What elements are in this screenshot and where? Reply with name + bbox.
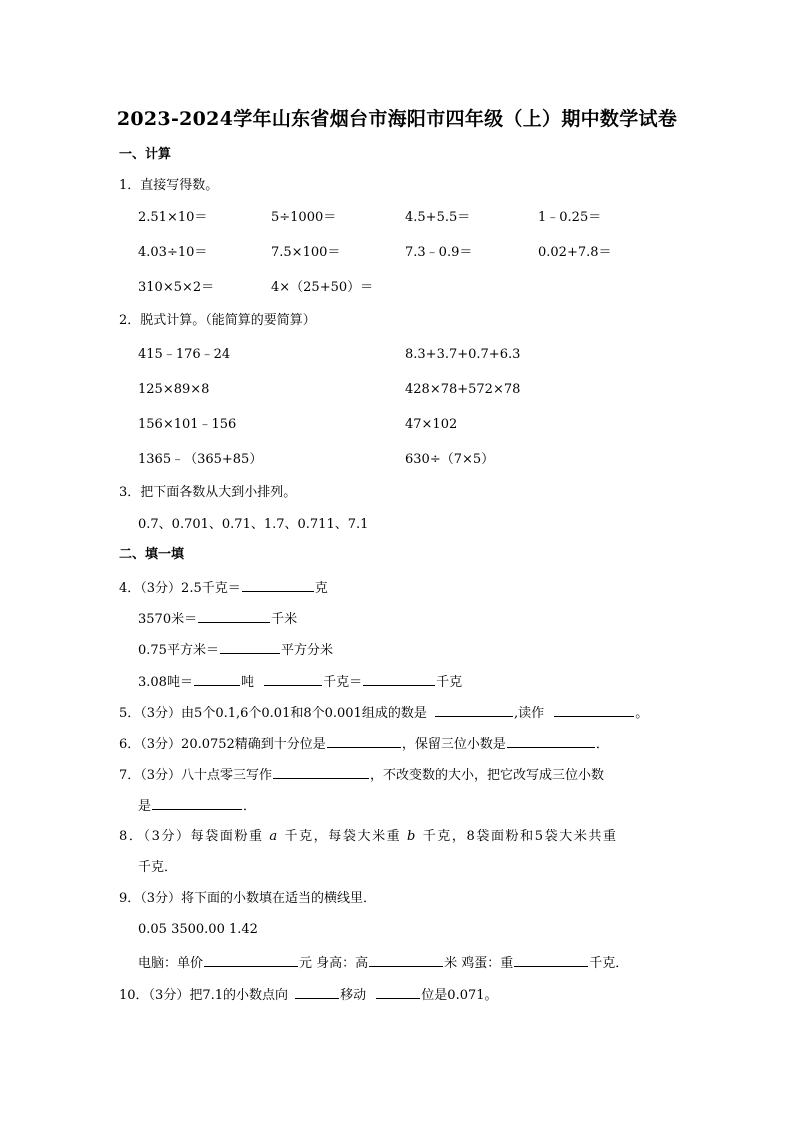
q4-unit: 平方分米: [280, 643, 333, 658]
q9-stem: 9．（3分）将下面的小数填在适当的横线里．: [119, 891, 377, 906]
q7-line-1: [119, 765, 604, 785]
q2-item: 630÷（7×5）: [405, 452, 495, 467]
q7-text: 是: [138, 799, 152, 814]
q8-line-1: [119, 828, 618, 846]
q5-text: 5．（3分）由5个0.1,6个0.01和8个0.001组成的数是: [119, 706, 427, 721]
q8-line-2: [138, 859, 177, 877]
answer-blank[interactable]: [514, 953, 588, 967]
q2-item: 1365﹣（365+85）: [138, 452, 263, 467]
q8-variable-b: b: [407, 829, 417, 844]
q7-text: ，不改变数的大小，把它改写成三位小数: [370, 768, 605, 783]
answer-blank[interactable]: [220, 640, 280, 654]
q7-line-2: [138, 796, 256, 816]
q3-numbers: 0.7、0.701、0.71、1.7、0.711、7.1: [138, 517, 369, 532]
q5-text: ,读作: [513, 706, 545, 721]
q1-item: 7.5×100＝: [271, 245, 341, 260]
q1-item: 2.51×10＝: [138, 210, 208, 225]
q5-text: 。: [635, 706, 649, 721]
q2-item: 156×101﹣156: [138, 417, 237, 432]
q8-text: 千克．: [138, 860, 178, 875]
answer-blank[interactable]: [376, 985, 420, 999]
answer-blank[interactable]: [194, 672, 240, 686]
q8-text: 8．（3分）每袋面粉重: [119, 829, 264, 844]
q1-item: 4×（25+50）＝: [271, 280, 374, 295]
q4-prefix: 4．（3分）: [119, 581, 182, 596]
q10-text: 10．（3分）把7.1的小数点向: [119, 988, 288, 1003]
q8-text: 千克，每袋大米重: [284, 829, 402, 844]
q1-item: 4.5+5.5＝: [405, 210, 471, 225]
section-fill-heading: 二、填一填: [119, 547, 185, 562]
q2-item: 428×78+572×78: [405, 382, 521, 397]
q2-item: 8.3+3.7+0.7+6.3: [405, 347, 521, 362]
q4-line-3: [138, 640, 333, 660]
q4-unit: 千克: [436, 675, 463, 690]
answer-blank[interactable]: [327, 734, 401, 748]
answer-blank[interactable]: [295, 985, 339, 999]
q10-text: 位是0.071。: [421, 988, 498, 1003]
q2-item: 125×89×8: [138, 382, 210, 397]
q1-item: 310×5×2＝: [138, 280, 215, 295]
q4-text: 千克＝: [323, 675, 363, 690]
q4-text: 0.75平方米＝: [138, 643, 219, 658]
q4-text: 2.5千克＝: [181, 581, 241, 596]
q4-unit: 克: [314, 581, 328, 596]
q10-text: 移动: [340, 988, 367, 1003]
q2-stem: 2．脱式计算。（能简算的要简算）: [119, 313, 316, 328]
q4-text: 3570米＝: [138, 612, 198, 627]
q9-text: 元 身高：高: [299, 956, 369, 971]
q5-line: [119, 703, 648, 723]
q1-stem: 1．直接写得数。: [119, 178, 219, 193]
q2-item: 47×102: [405, 417, 458, 432]
answer-blank[interactable]: [204, 953, 298, 967]
q7-text: 7．（3分）八十点零三写作: [119, 768, 273, 783]
q10-line: [119, 985, 498, 1005]
q8-text: 千克，8袋面粉和5袋大米共重: [422, 829, 618, 844]
answer-blank[interactable]: [435, 703, 513, 717]
q6-text: ．: [595, 737, 609, 752]
q1-item: 7.3﹣0.9＝: [405, 245, 473, 260]
q1-item: 1﹣0.25＝: [538, 210, 602, 225]
q9-text: 电脑：单价: [138, 956, 204, 971]
section-calculation-heading: 一、计算: [119, 147, 172, 162]
answer-blank[interactable]: [273, 765, 369, 779]
q1-item: 0.02+7.8＝: [538, 245, 612, 260]
q4-line-1: [119, 578, 328, 598]
q3-stem: 3．把下面各数从大到小排列。: [119, 485, 297, 500]
exam-title: 2023-2024学年山东省烟台市海阳市四年级（上）期中数学试卷: [116, 108, 678, 130]
answer-blank[interactable]: [363, 672, 435, 686]
answer-blank[interactable]: [554, 703, 634, 717]
q9-text: 米 鸡蛋：重: [444, 956, 514, 971]
q4-unit: 千米: [271, 612, 298, 627]
q4-text: 3.08吨＝: [138, 675, 193, 690]
q6-text: 6．（3分）20.0752精确到十分位是: [119, 737, 326, 752]
q6-line: [119, 734, 609, 754]
q1-item: 4.03÷10＝: [138, 245, 208, 260]
q2-item: 415﹣176﹣24: [138, 347, 231, 362]
q4-line-4: [138, 672, 462, 692]
answer-blank[interactable]: [242, 578, 314, 592]
q1-item: 5÷1000＝: [271, 210, 337, 225]
answer-blank[interactable]: [369, 953, 443, 967]
q9-numbers: 0.05 3500.00 1.42: [138, 922, 258, 937]
answer-blank[interactable]: [264, 672, 322, 686]
q6-text: ，保留三位小数是: [401, 737, 506, 752]
answer-blank[interactable]: [507, 734, 595, 748]
answer-blank[interactable]: [198, 609, 270, 623]
q4-line-2: [138, 609, 297, 629]
q9-text: 千克．: [589, 956, 629, 971]
answer-blank[interactable]: [152, 796, 242, 810]
q4-unit: 吨: [240, 675, 254, 690]
q9-answer-line: [138, 953, 628, 973]
q8-variable-a: a: [269, 829, 279, 844]
q7-text: ．: [243, 799, 257, 814]
